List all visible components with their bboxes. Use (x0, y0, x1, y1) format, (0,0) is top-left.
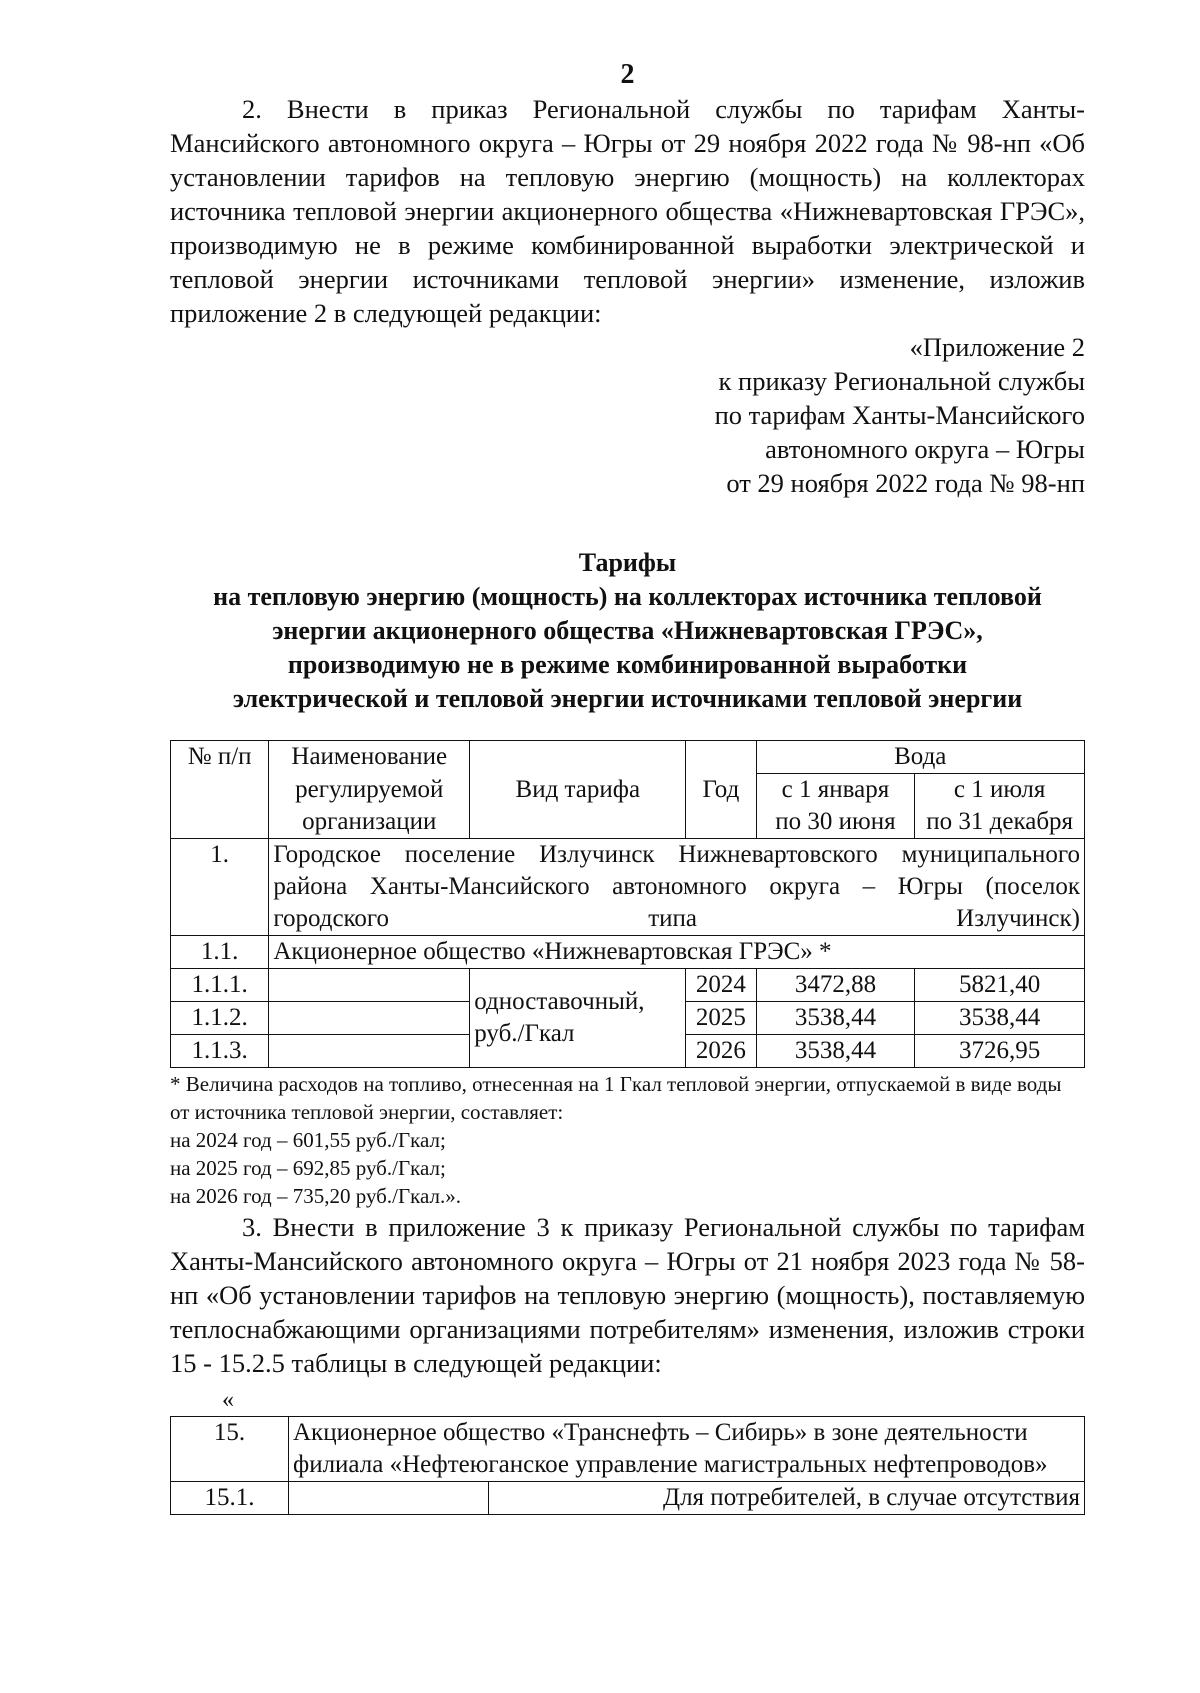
row-value-2: 3726,95 (915, 1035, 1085, 1068)
row-num: 15.1. (171, 1482, 289, 1515)
title-line: электрической и тепловой энергии источниками тепловой энергии (232, 684, 1023, 713)
row-value-2: 3538,44 (915, 1002, 1085, 1035)
header-year: Год (686, 741, 756, 839)
table-row (171, 969, 1085, 1002)
document-page (170, 58, 1085, 1515)
quote-open: « (222, 1387, 234, 1413)
row-num: 1.1. (171, 936, 269, 969)
row-num: 15. (171, 1417, 289, 1482)
appendix-header (170, 330, 1085, 500)
title-line: Тарифы (578, 548, 677, 577)
row-year: 2024 (686, 969, 756, 1002)
footnote-line: на 2026 год – 735,20 руб./Гкал.». (170, 1184, 461, 1208)
footnote-line: на 2025 год – 692,85 руб./Гкал; (170, 1156, 446, 1180)
row-year: 2026 (686, 1035, 756, 1068)
row-num: 1. (171, 839, 269, 936)
row-empty (289, 1482, 489, 1515)
row-num: 1.1.1. (171, 969, 269, 1002)
row-value-1: 3472,88 (756, 969, 915, 1002)
row-num: 1.1.3. (171, 1035, 269, 1068)
appendix-line: от 29 ноября 2022 года № 98-нп (726, 468, 1085, 498)
tariff-kind: одноставочный, руб./Гкал (470, 969, 686, 1068)
row-consumers: Для потребителей, в случае отсутствия (489, 1482, 1085, 1515)
header-org: Наименование (269, 741, 470, 774)
row-municipality: Городское поселение Излучинск Нижневартовского муниципального района Ханты-Мансийского автономного округа – Югры (поселок городского типа Излучинск) (269, 839, 1085, 936)
row-value-1: 3538,44 (756, 1035, 915, 1068)
footnote (170, 1070, 1085, 1210)
row-empty (269, 969, 470, 1002)
header-num: № п/п (171, 741, 269, 839)
row-value-2: 5821,40 (915, 969, 1085, 1002)
row-year: 2025 (686, 1002, 756, 1035)
row-empty (269, 1035, 470, 1068)
appendix-line: к приказу Региональной службы (718, 366, 1085, 396)
header-water: Вода (756, 741, 1084, 774)
title-line: производимую не в режиме комбинированной выработки (287, 650, 968, 679)
page-number: 2 (620, 59, 635, 90)
document-title (170, 546, 1085, 716)
header-org: регулируемой (269, 774, 470, 807)
row-organization: Акционерное общество «Транснефть – Сибирь» в зоне деятельности филиала «Нефтеюганское управление магистральных нефтепроводов» (289, 1417, 1085, 1482)
paragraph-2: 2. Внести в приказ Региональной службы по тарифам Ханты-Мансийского автономного округа – Югры от 29 ноября 2022 года № 98-нп «Об установлении тарифов на тепловую энергию (мощность) на коллекторах источника тепловой энергии акционерного общества «Нижневартовская ГРЭС», производимую не в режиме комбинированной выработки электрической и тепловой энергии источниками тепловой энергии» изменение, изложив приложение 2 в следующей редакции: (170, 94, 1085, 328)
header-org: организации (269, 806, 470, 839)
row-empty (269, 1002, 470, 1035)
header-period-2: с 1 июля (915, 774, 1085, 807)
tariff-table (170, 740, 1085, 1068)
row-organization: Акционерное общество «Нижневартовская ГРЭС» * (269, 936, 1085, 969)
footnote-line: * Величина расходов на топливо, отнесенная на 1 Гкал тепловой энергии, отпускаемой в виде воды от источника тепловой энергии, составляет: (170, 1072, 1062, 1124)
header-kind: Вид тарифа (470, 741, 686, 839)
header-period-1: с 1 января (756, 774, 915, 807)
row-value-1: 3538,44 (756, 1002, 915, 1035)
footnote-line: на 2024 год – 601,55 руб./Гкал; (170, 1128, 446, 1152)
header-period-1: по 30 июня (756, 806, 915, 839)
row-num: 1.1.2. (171, 1002, 269, 1035)
appendix-line: автономного округа – Югры (765, 434, 1085, 464)
title-line: энергии акционерного общества «Нижневартовская ГРЭС», (272, 616, 983, 645)
appendix-line: по тарифам Ханты-Мансийского (714, 400, 1085, 430)
appendix-line: «Приложение 2 (909, 332, 1085, 362)
amendment-table (170, 1416, 1085, 1515)
header-period-2: по 31 декабря (915, 806, 1085, 839)
paragraph-3: 3. Внести в приложение 3 к приказу Региональной службы по тарифам Ханты-Мансийского автономного округа – Югры от 21 ноября 2023 года № 58-нп «Об установлении тарифов на тепловую энергию (мощность), поставляемую теплоснабжающими организациями потребителям» изменения, изложив строки 15 - 15.2.5 таблицы в следующей редакции: (170, 1212, 1085, 1378)
title-line: на тепловую энергию (мощность) на коллекторах источника тепловой (213, 582, 1042, 611)
